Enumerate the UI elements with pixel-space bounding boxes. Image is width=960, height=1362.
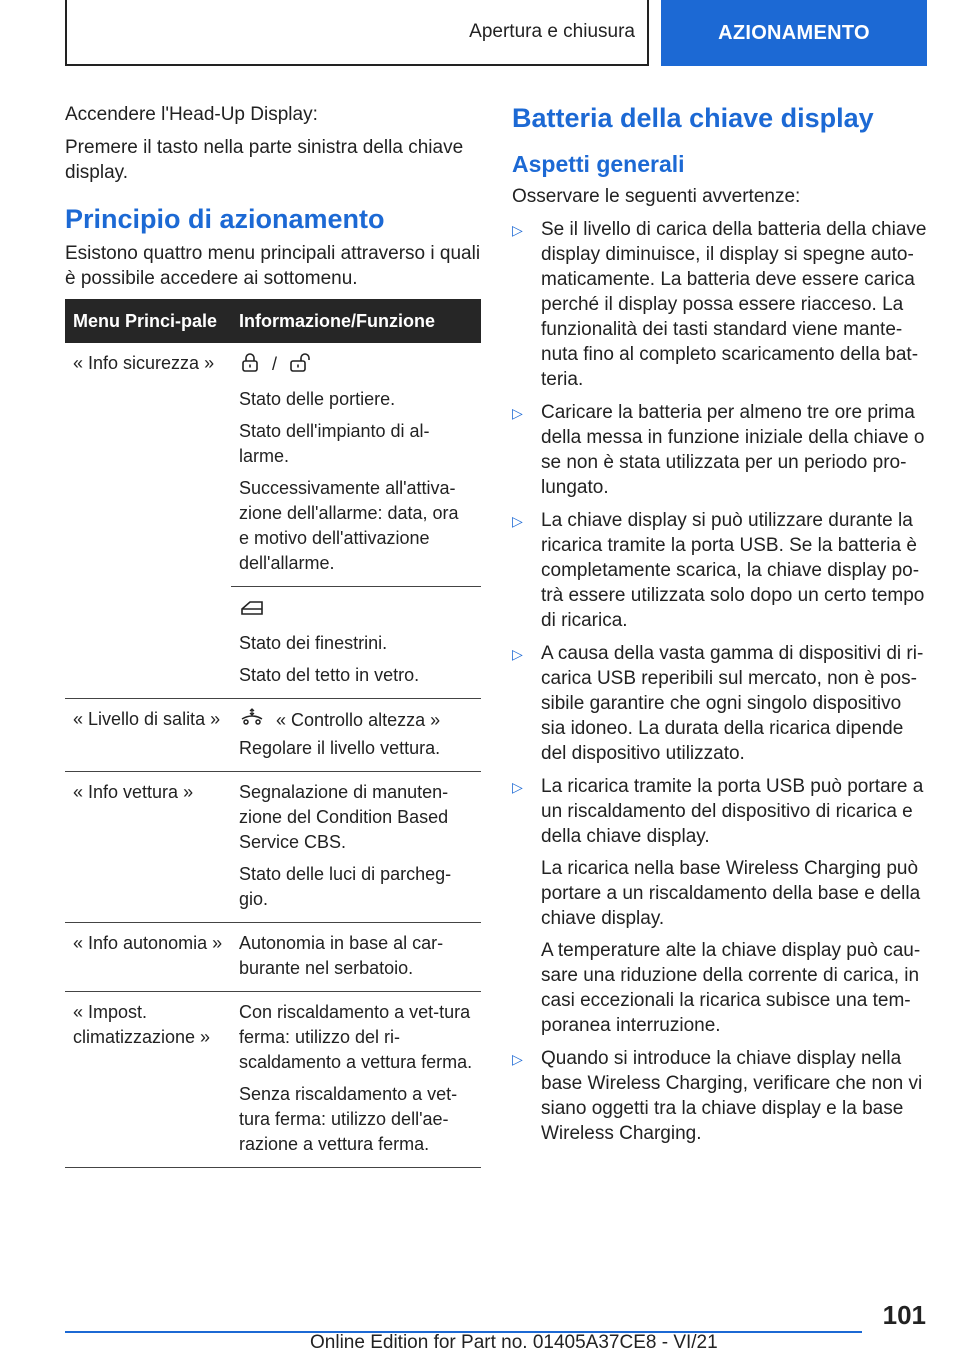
table-cell-info <box>231 772 481 923</box>
info-text: Segnalazione di manuten-zione del Condition Based Service CBS. <box>239 782 449 852</box>
table-header-info: Informazione/Funzione <box>231 299 481 343</box>
icon-line <box>239 351 473 380</box>
page-number: 101 <box>882 1300 926 1330</box>
list-item <box>512 217 928 392</box>
list-item-text: La chiave display si può utilizzare durante la ricarica tramite la porta USB. Se la batteria è completamente scarica, la chiave display po-trà essere utilizzata solo dopo un certo tempo di ricarica. <box>541 510 925 631</box>
triangle-bullet-icon: ▷ <box>512 222 523 238</box>
icon-line <box>239 707 473 736</box>
section-heading-principio: Principio di azionamento <box>65 204 385 234</box>
info-text: « Controllo altezza » <box>276 710 441 731</box>
info-text: Stato delle portiere. <box>239 389 396 409</box>
info-text: Autonomia in base al car-burante nel serbatoio. <box>239 933 444 978</box>
intro-line-1: Accendere l'Head-Up Display: <box>65 104 318 125</box>
warnings-list <box>512 217 928 1146</box>
list-item-text: Quando si introduce la chiave display nella base Wireless Charging, verificare che non vi siano oggetti tra la chiave display e la base Wireless Charging. <box>541 1048 923 1144</box>
table-cell-info <box>231 923 481 992</box>
section-tab: Apertura e chiusura <box>65 0 649 66</box>
intro-line-2: Premere il tasto nella parte sinistra della chiave display. <box>65 137 464 183</box>
table-cell-info <box>231 699 481 772</box>
table-cell-menu: « Impost. climatizzazione » <box>65 992 231 1168</box>
lock-open-icon <box>288 351 314 380</box>
list-item-text: Se il livello di carica della batteria della chiave display diminuisce, il display si spegne auto-maticamente. La batteria deve essere carica perché il display possa essere riacceso. La funzionalità dei tasti standard viene mante-nuta fino al completo scaricamento della bat-teria. <box>541 219 927 390</box>
table-header-menu: Menu Princi-pale <box>65 299 231 343</box>
info-text: Successivamente all'attiva-zione dell'allarme: data, ora e motivo dell'attivazione dell'allarme. <box>239 478 459 573</box>
list-item-text: La ricarica tramite la porta USB può portare a un riscaldamento del dispositivo di ricarica e della chiave display. <box>541 776 924 847</box>
table-row <box>65 699 481 772</box>
list-item <box>512 774 928 1038</box>
info-text: Stato dei finestrini. <box>239 633 388 653</box>
ride-height-icon <box>239 707 265 736</box>
table-cell-menu: « Info autonomia » <box>65 923 231 992</box>
list-item <box>512 641 928 766</box>
list-item-text: Caricare la batteria per almeno tre ore prima della messa in funzione iniziale della chiave o se non è stata utilizzata per un periodo pro-lungato. <box>541 402 925 498</box>
right-column <box>512 100 928 1154</box>
info-text: Stato delle luci di parcheg-gio. <box>239 864 452 909</box>
info-text: Stato dell'impianto di al-larme. <box>239 421 430 466</box>
table-cell-info <box>231 992 481 1168</box>
principio-paragraph: Esistono quattro menu principali attraverso i quali è possibile accedere ai sottomenu. <box>65 243 481 289</box>
list-item <box>512 1046 928 1146</box>
table-cell-menu: « Livello di salita » <box>65 699 231 772</box>
list-item <box>512 508 928 633</box>
triangle-bullet-icon: ▷ <box>512 405 523 421</box>
car-window-icon <box>239 597 265 624</box>
left-column <box>65 102 481 1168</box>
triangle-bullet-icon: ▷ <box>512 646 523 662</box>
table-row <box>65 923 481 992</box>
table-header-row <box>65 299 481 343</box>
warnings-intro: Osservare le seguenti avvertenze: <box>512 186 801 207</box>
triangle-bullet-icon: ▷ <box>512 779 523 795</box>
info-text: Senza riscaldamento a vet-tura ferma: utilizzo dell'ae-razione a vettura ferma. <box>239 1084 458 1154</box>
table-row <box>65 992 481 1168</box>
list-item-text: A causa della vasta gamma di dispositivi di ri-carica USB reperibili sul mercato, non è pos-sibile garantire che ogni singolo dispositivo sia idoneo. La durata della ricarica dipende del dispositivo utilizzato. <box>541 643 924 764</box>
list-item-text: A temperature alte la chiave display può cau-sare una riduzione della corrente di carica, in casi eccezionali la ricarica subisce una tem-poranea interruzione. <box>541 940 921 1036</box>
menu-table <box>65 299 481 1168</box>
info-text: Con riscaldamento a vet-tura ferma: utilizzo del ri-scaldamento a vettura ferma. <box>239 1002 473 1072</box>
icon-line <box>239 597 473 624</box>
icon-separator: / <box>272 354 278 375</box>
table-cell-info <box>231 343 481 699</box>
table-cell-menu: « Info vettura » <box>65 772 231 923</box>
cell-divider <box>231 586 481 587</box>
table-row <box>65 343 481 699</box>
info-text: Stato del tetto in vetro. <box>239 665 420 685</box>
section-heading-batteria: Batteria della chiave display <box>512 103 874 133</box>
chapter-tab: AZIONAMENTO <box>661 0 927 66</box>
subheading-aspetti: Aspetti generali <box>512 151 685 177</box>
table-cell-menu: « Info sicurezza » <box>65 343 231 699</box>
info-text: Regolare il livello vettura. <box>239 738 441 758</box>
triangle-bullet-icon: ▷ <box>512 513 523 529</box>
list-item <box>512 400 928 500</box>
lock-closed-icon <box>239 351 261 380</box>
list-item-text: La ricarica nella base Wireless Charging può portare a un riscaldamento della base e della chiave display. <box>541 858 921 929</box>
page-header <box>65 0 927 66</box>
footer-edition: Online Edition for Part no. 01405A37CE8 - VI/21 <box>310 1332 718 1353</box>
triangle-bullet-icon: ▷ <box>512 1051 523 1067</box>
table-row <box>65 772 481 923</box>
